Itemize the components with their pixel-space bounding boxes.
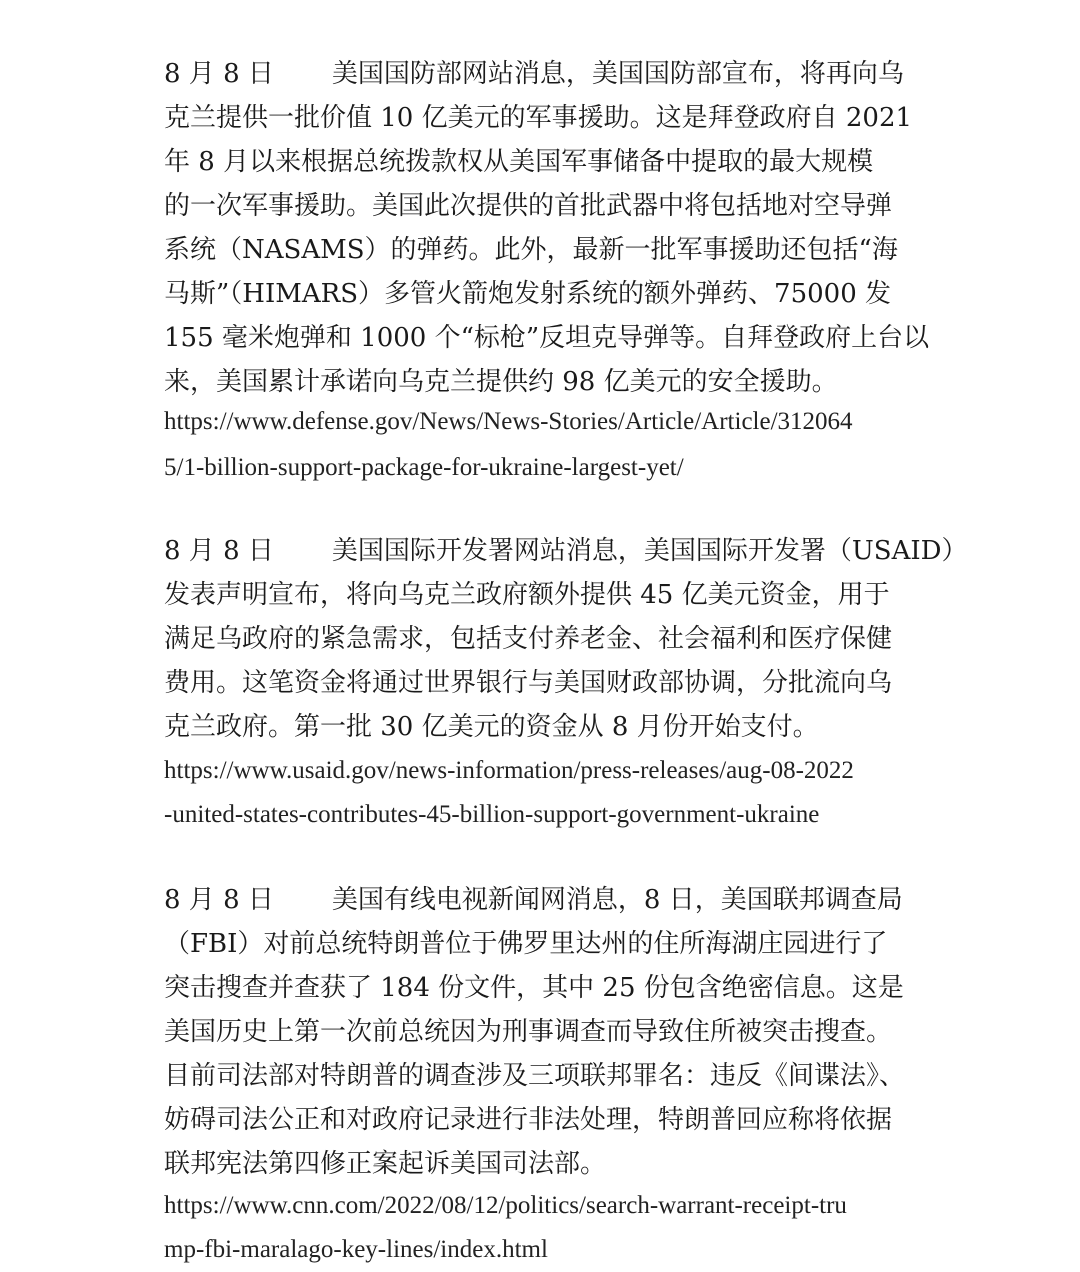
entry-text-line: 满足乌政府的紧急需求，包括支付养老金、社会福利和医疗保健 (164, 624, 893, 654)
entry-text-line: 联邦宪法第四修正案起诉美国司法部。 (164, 1149, 607, 1179)
entry-text-line: 突击搜查并查获了 184 份文件，其中 25 份包含绝密信息。这是 (164, 973, 904, 1003)
source-url-line: https://www.usaid.gov/news-information/press-releases/aug-08-2022 (164, 757, 854, 784)
entry-text-line: 美国国际开发署网站消息，美国国际开发署（USAID） (331, 536, 968, 566)
entry-date: 8 月 8 日 (164, 536, 274, 566)
source-url-line: https://www.defense.gov/News/News-Stories/Article/Article/312064 (164, 408, 853, 435)
source-url-line: 5/1-billion-support-package-for-ukraine-largest-yet/ (164, 454, 684, 481)
entry-text-line: 克兰政府。第一批 30 亿美元的资金从 8 月份开始支付。 (164, 712, 819, 742)
entry-date: 8 月 8 日 (164, 885, 274, 915)
entry-text-line: 马斯”（HIMARS）多管火箭炮发射系统的额外弹药、75000 发 (164, 279, 891, 309)
entry-date: 8 月 8 日 (164, 59, 274, 89)
entry-text-line: 费用。这笔资金将通过世界银行与美国财政部协调，分批流向乌 (164, 668, 893, 698)
entry-first-line (164, 878, 903, 922)
entry-text-line: 的一次军事援助。美国此次提供的首批武器中将包括地对空导弹 (164, 191, 893, 221)
entry-text-line: 目前司法部对特朗普的调查涉及三项联邦罪名：违反《间谍法》、 (164, 1061, 906, 1091)
entry-text-line: 155 毫米炮弹和 1000 个“标枪”反坦克导弹等。自拜登政府上台以 (164, 323, 930, 353)
source-url-line: https://www.cnn.com/2022/08/12/politics/search-warrant-receipt-tru (164, 1192, 847, 1219)
entry-text-line: 美国有线电视新闻网消息，8 日，美国联邦调查局 (331, 885, 903, 915)
entry-text-line: 克兰提供一批价值 10 亿美元的军事援助。这是拜登政府自 2021 (164, 103, 913, 133)
entry-text-line: 来，美国累计承诺向乌克兰提供约 98 亿美元的安全援助。 (164, 367, 838, 397)
entry-text-line: 发表声明宣布，将向乌克兰政府额外提供 45 亿美元资金，用于 (164, 580, 890, 610)
entry-text-line: 年 8 月以来根据总统拨款权从美国军事储备中提取的最大规模 (164, 147, 874, 177)
entry-first-line (164, 52, 904, 96)
entry-text-line: 系统（NASAMS）的弹药。此外，最新一批军事援助还包括“海 (164, 235, 898, 265)
entry-text-line: 妨碍司法公正和对政府记录进行非法处理，特朗普回应称将依据 (164, 1105, 893, 1135)
entry-text-line: 美国历史上第一次前总统因为刑事调查而导致住所被突击搜查。 (164, 1017, 893, 1047)
source-url-line: -united-states-contributes-45-billion-support-government-ukraine (164, 801, 820, 828)
entry-first-line (164, 529, 968, 573)
entry-text-line: （FBI）对前总统特朗普位于佛罗里达州的住所海湖庄园进行了 (164, 929, 888, 959)
source-url-line: mp-fbi-maralago-key-lines/index.html (164, 1236, 548, 1263)
entry-text-line: 美国国防部网站消息，美国国防部宣布，将再向乌 (331, 59, 904, 89)
